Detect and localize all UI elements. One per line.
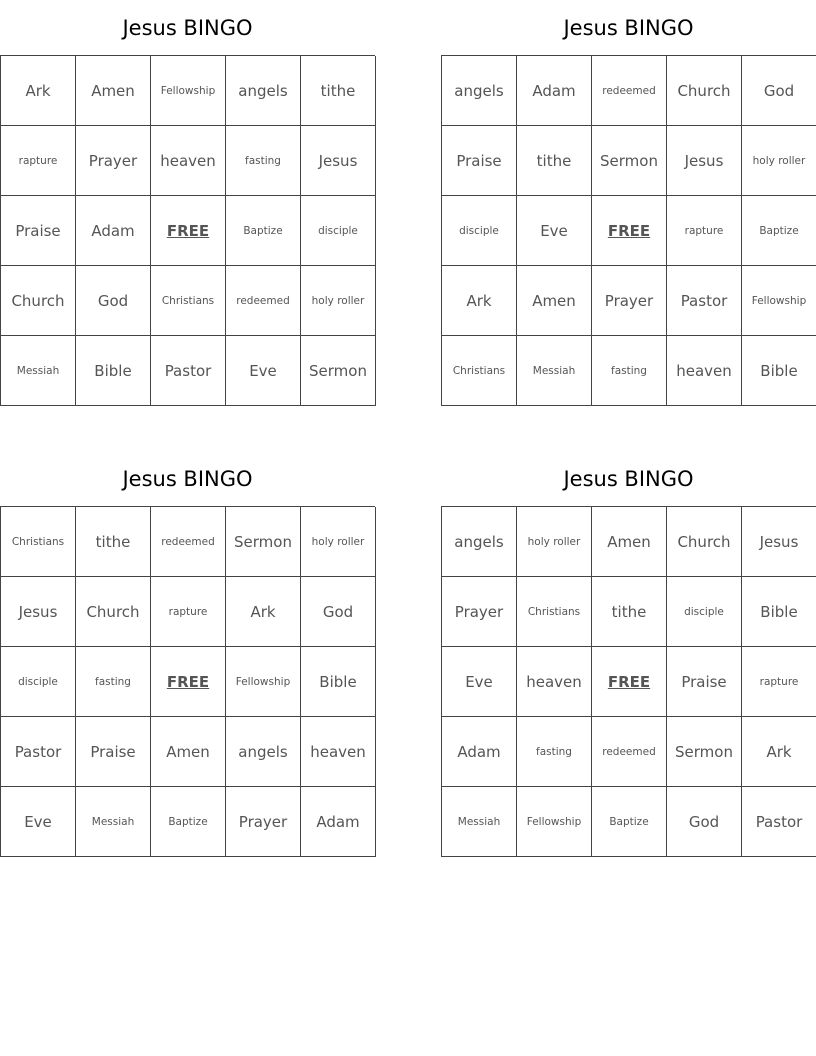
bingo-cell: Messiah xyxy=(517,336,592,406)
card-title: Jesus BINGO xyxy=(563,467,694,491)
bingo-cell: Bible xyxy=(742,577,816,647)
bingo-cell: heaven xyxy=(151,126,226,196)
bingo-cell: Pastor xyxy=(1,717,76,787)
bingo-cell: Christians xyxy=(517,577,592,647)
bingo-cell: Prayer xyxy=(76,126,151,196)
free-space-cell: FREE xyxy=(592,196,667,266)
bingo-grid xyxy=(441,55,816,406)
bingo-cell: heaven xyxy=(517,647,592,717)
bingo-cell: redeemed xyxy=(151,507,226,577)
bingo-cell: Prayer xyxy=(442,577,517,647)
bingo-cell: Baptize xyxy=(592,787,667,857)
bingo-cell: God xyxy=(667,787,742,857)
bingo-card-1 xyxy=(0,0,375,406)
bingo-cell: Sermon xyxy=(226,507,301,577)
free-space-cell: FREE xyxy=(151,647,226,717)
bingo-cell: Church xyxy=(76,577,151,647)
bingo-cell: Church xyxy=(1,266,76,336)
bingo-cell: holy roller xyxy=(301,266,376,336)
bingo-cell: angels xyxy=(226,717,301,787)
bingo-cell: angels xyxy=(442,56,517,126)
bingo-cell: Ark xyxy=(442,266,517,336)
card-title: Jesus BINGO xyxy=(563,16,694,40)
card-title: Jesus BINGO xyxy=(122,16,253,40)
bingo-cell: disciple xyxy=(1,647,76,717)
bingo-cell: God xyxy=(742,56,816,126)
bingo-cell: fasting xyxy=(226,126,301,196)
bingo-cell: heaven xyxy=(667,336,742,406)
bingo-cell: angels xyxy=(226,56,301,126)
bingo-cell: Jesus xyxy=(742,507,816,577)
bingo-cell: Fellowship xyxy=(151,56,226,126)
bingo-cell: Baptize xyxy=(742,196,816,266)
bingo-cell: Ark xyxy=(226,577,301,647)
bingo-card-4 xyxy=(441,451,816,857)
bingo-cell: Fellowship xyxy=(226,647,301,717)
bingo-cell: fasting xyxy=(76,647,151,717)
bingo-cell: rapture xyxy=(151,577,226,647)
bingo-cell: Baptize xyxy=(151,787,226,857)
bingo-grid xyxy=(0,55,375,406)
bingo-cell: tithe xyxy=(76,507,151,577)
bingo-cell: Pastor xyxy=(151,336,226,406)
bingo-cell: Bible xyxy=(742,336,816,406)
bingo-cell: rapture xyxy=(1,126,76,196)
bingo-cell: Eve xyxy=(1,787,76,857)
bingo-cell: disciple xyxy=(667,577,742,647)
bingo-cell: Sermon xyxy=(667,717,742,787)
bingo-cell: Jesus xyxy=(667,126,742,196)
bingo-grid xyxy=(441,506,816,857)
bingo-cell: Messiah xyxy=(442,787,517,857)
bingo-cell: tithe xyxy=(592,577,667,647)
bingo-cell: redeemed xyxy=(592,56,667,126)
bingo-cell: holy roller xyxy=(517,507,592,577)
bingo-cell: fasting xyxy=(517,717,592,787)
bingo-cell: Amen xyxy=(76,56,151,126)
bingo-cell: Praise xyxy=(442,126,517,196)
bingo-cell: Bible xyxy=(301,647,376,717)
bingo-cell: Eve xyxy=(226,336,301,406)
bingo-cell: Messiah xyxy=(1,336,76,406)
bingo-cell: angels xyxy=(442,507,517,577)
bingo-cell: Baptize xyxy=(226,196,301,266)
bingo-cell: Sermon xyxy=(301,336,376,406)
bingo-cell: rapture xyxy=(742,647,816,717)
bingo-cell: Adam xyxy=(442,717,517,787)
bingo-cell: Messiah xyxy=(76,787,151,857)
bingo-cell: Christians xyxy=(1,507,76,577)
bingo-card-3 xyxy=(0,451,375,857)
bingo-cell: Praise xyxy=(76,717,151,787)
bingo-cell: Church xyxy=(667,507,742,577)
bingo-cell: Amen xyxy=(517,266,592,336)
bingo-cell: Christians xyxy=(151,266,226,336)
bingo-cell: tithe xyxy=(301,56,376,126)
bingo-grid xyxy=(0,506,375,857)
bingo-cell: tithe xyxy=(517,126,592,196)
bingo-cell: Eve xyxy=(442,647,517,717)
bingo-cell: Christians xyxy=(442,336,517,406)
bingo-cell: God xyxy=(76,266,151,336)
card-title: Jesus BINGO xyxy=(122,467,253,491)
bingo-cell: God xyxy=(301,577,376,647)
bingo-cell: rapture xyxy=(667,196,742,266)
bingo-cell: redeemed xyxy=(226,266,301,336)
bingo-cell: Pastor xyxy=(667,266,742,336)
bingo-cell: Ark xyxy=(742,717,816,787)
bingo-cell: Praise xyxy=(667,647,742,717)
bingo-cell: Jesus xyxy=(301,126,376,196)
bingo-cell: Amen xyxy=(151,717,226,787)
bingo-cell: Sermon xyxy=(592,126,667,196)
bingo-cell: Praise xyxy=(1,196,76,266)
bingo-cell: Bible xyxy=(76,336,151,406)
bingo-cell: holy roller xyxy=(742,126,816,196)
bingo-cell: fasting xyxy=(592,336,667,406)
bingo-cell: Amen xyxy=(592,507,667,577)
bingo-cell: Eve xyxy=(517,196,592,266)
bingo-cell: Ark xyxy=(1,56,76,126)
bingo-cell: disciple xyxy=(442,196,517,266)
free-space-cell: FREE xyxy=(592,647,667,717)
bingo-cell: Pastor xyxy=(742,787,816,857)
bingo-cell: redeemed xyxy=(592,717,667,787)
bingo-cell: heaven xyxy=(301,717,376,787)
bingo-cell: Adam xyxy=(76,196,151,266)
bingo-card-2 xyxy=(441,0,816,406)
bingo-cell: Adam xyxy=(517,56,592,126)
bingo-cell: Church xyxy=(667,56,742,126)
bingo-cell: holy roller xyxy=(301,507,376,577)
bingo-cell: Jesus xyxy=(1,577,76,647)
bingo-cell: disciple xyxy=(301,196,376,266)
free-space-cell: FREE xyxy=(151,196,226,266)
bingo-cell: Fellowship xyxy=(742,266,816,336)
bingo-cell: Fellowship xyxy=(517,787,592,857)
bingo-cell: Prayer xyxy=(592,266,667,336)
bingo-cell: Adam xyxy=(301,787,376,857)
bingo-cell: Prayer xyxy=(226,787,301,857)
